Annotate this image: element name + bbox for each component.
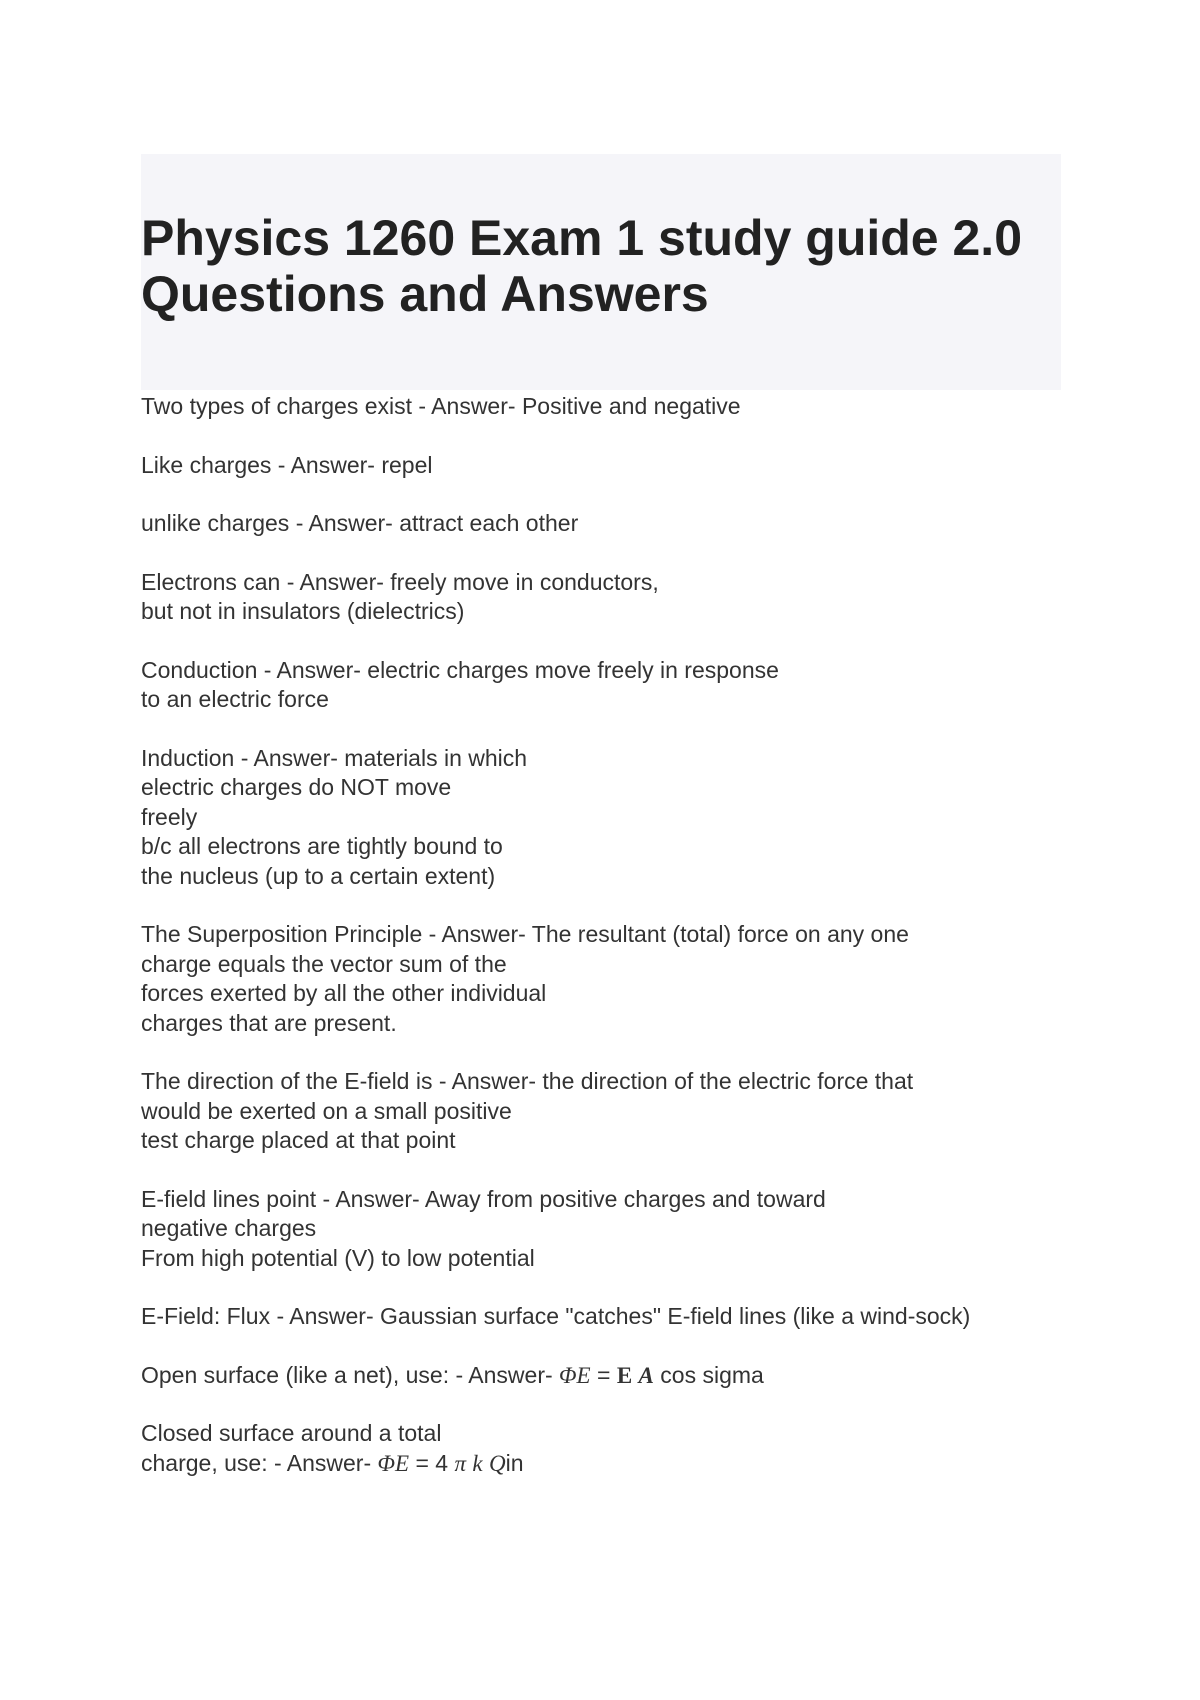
question-text: Like charges [141,451,272,478]
formula-tail: cos sigma [653,1361,764,1388]
answer-separator: - Answer- [412,393,522,419]
answer-separator: - Answer- [257,656,368,683]
answer-text: Gaussian surface "catches" E-field lines (like a wind-sock) [380,1303,971,1329]
answer-text: Away from positive charges and toward negative charges From high potential (V) to low potential [141,1185,826,1271]
answer-separator: - Answer- [422,921,532,947]
qa-item [141,744,1061,892]
question-text: Electrons can [141,568,281,595]
qa-item [141,1067,1061,1156]
question-text: unlike charges [141,510,290,536]
qa-item [141,1302,1061,1332]
answer-separator: - Answer- [271,451,382,478]
answer-text: electric charges move freely in response to an electric force [141,656,779,712]
qa-item-open-surface [141,1361,1061,1391]
qa-item [141,1185,1061,1274]
answer-text: Positive and negative [521,393,741,419]
answer-text: freely move in conductors, but not in insulators (dielectrics) [141,568,659,624]
qa-item [141,451,1061,481]
answer-separator: - Answer- [449,1361,560,1388]
area-vector-symbol: A [638,1362,654,1388]
answer-separator: - Answer- [289,510,400,536]
question-text: Induction [141,744,235,771]
formula-equals: = 4 [409,1449,455,1476]
qa-item [141,509,1061,539]
question-text: The Superposition Principle [141,921,423,947]
formula-tail: in [505,1449,524,1476]
k-symbol: k [472,1450,483,1476]
question-text: Conduction [141,656,258,683]
answer-text: attract each other [399,510,579,536]
question-text: E-Field: Flux [141,1303,271,1329]
qa-item-closed-surface [141,1419,1061,1478]
qa-item [141,920,1061,1038]
qa-item [141,392,1061,422]
question-text: The direction of the E-field is [141,1068,433,1094]
document-title: Physics 1260 Exam 1 study guide 2.0 Questions and Answers [141,210,1023,322]
pi-symbol: π [454,1450,467,1476]
qa-item [141,568,1061,627]
flux-symbol: ΦE [377,1450,410,1476]
answer-text: The resultant (total) force on any one charge equals the vector sum of the forces exerted by all the other individual charges that are present. [141,921,909,1036]
answer-text: repel [381,451,433,478]
answer-separator: - Answer- [432,1068,543,1094]
q-symbol: Q [489,1450,506,1476]
question-text: Open surface (like a net), use: [141,1361,450,1388]
answer-text: the direction of the electric force that would be exerted on a small positive test charge placed at that point [141,1068,914,1153]
answer-separator: - Answer- [280,568,391,595]
answer-text: materials in which electric charges do NOT move freely b/c all electrons are tightly bound to the nucleus (up to a certain extent) [141,744,528,889]
answer-separator: - Answer- [270,1303,381,1329]
question-text: Closed surface around a total charge, use: [141,1420,442,1476]
answer-separator: - Answer- [316,1185,425,1212]
qa-item [141,656,1061,715]
question-text: Two types of charges exist [141,393,413,419]
field-vector-symbol: E [616,1362,633,1388]
qa-list [141,392,1061,1507]
flux-symbol: ΦE [559,1362,591,1388]
answer-separator: - Answer- [234,744,345,771]
question-text: E-field lines point [141,1185,317,1212]
answer-separator: - Answer- [267,1449,378,1476]
formula-equals: = [590,1361,617,1388]
